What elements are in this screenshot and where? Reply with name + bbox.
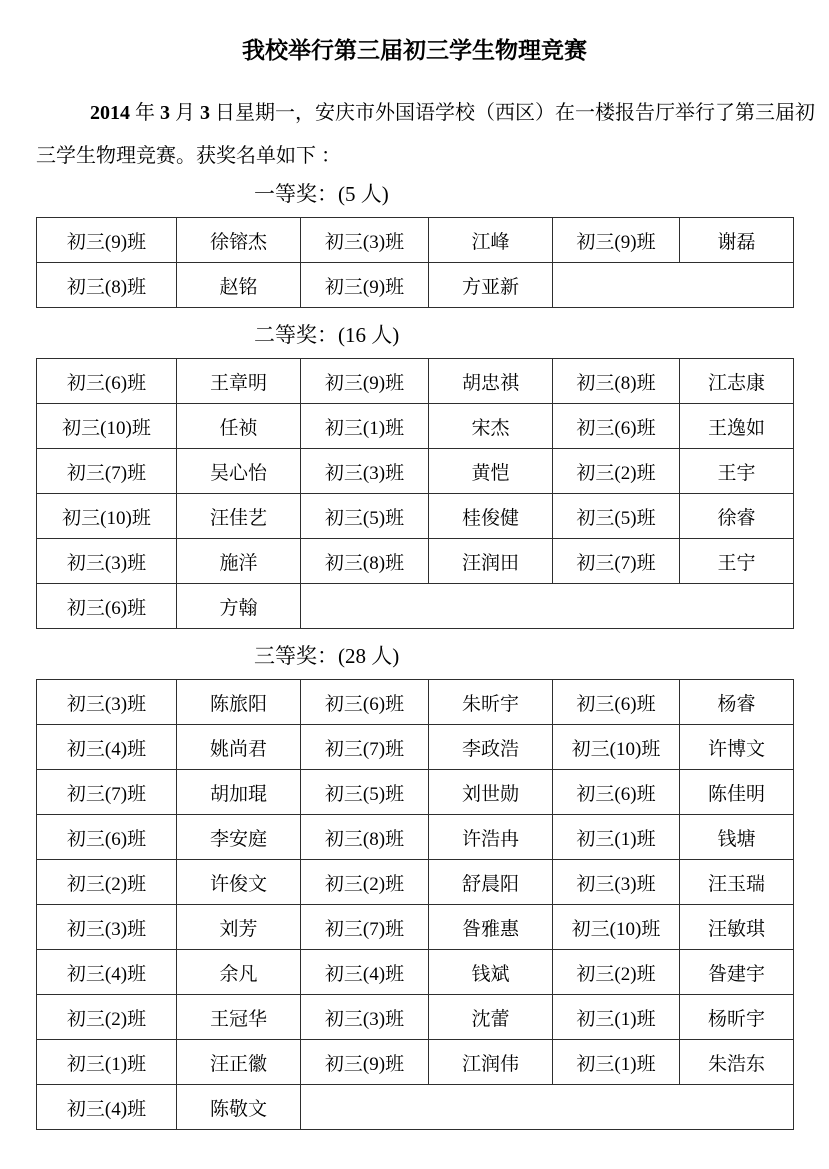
student-name-cell: 余凡: [177, 950, 301, 995]
student-name-cell: 许俊文: [177, 860, 301, 905]
student-name-cell: 方翰: [177, 584, 301, 629]
class-cell: 初三(9)班: [37, 218, 177, 263]
student-name-cell: 桂俊健: [429, 494, 553, 539]
student-name-cell: 汪正徽: [177, 1040, 301, 1085]
student-name-cell: 舒晨阳: [429, 860, 553, 905]
class-cell: 初三(10)班: [553, 905, 680, 950]
intro-text-segment: 3: [200, 102, 210, 124]
student-name-cell: 黄恺: [429, 449, 553, 494]
student-name-cell: 胡忠祺: [429, 359, 553, 404]
student-name-cell: 杨睿: [680, 680, 794, 725]
student-name-cell: 李政浩: [429, 725, 553, 770]
table-row: [37, 263, 794, 308]
student-name-cell: 施洋: [177, 539, 301, 584]
table-row: [37, 218, 794, 263]
student-name-cell: 胡加琨: [177, 770, 301, 815]
class-cell: 初三(6)班: [37, 359, 177, 404]
awards-table: [36, 217, 794, 308]
class-cell: 初三(6)班: [37, 815, 177, 860]
table-row: [37, 1085, 794, 1130]
student-name-cell: 汪佳艺: [177, 494, 301, 539]
student-name-cell: 许浩冉: [429, 815, 553, 860]
class-cell: 初三(3)班: [553, 860, 680, 905]
student-name-cell: 王逸如: [680, 404, 794, 449]
class-cell: 初三(1)班: [37, 1040, 177, 1085]
student-name-cell: 宋杰: [429, 404, 553, 449]
table-row: [37, 950, 794, 995]
class-cell: 初三(8)班: [301, 815, 429, 860]
student-name-cell: 陈敬文: [177, 1085, 301, 1130]
student-name-cell: 王宁: [680, 539, 794, 584]
class-cell: 初三(1)班: [553, 995, 680, 1040]
student-name-cell: 任祯: [177, 404, 301, 449]
table-row: [37, 1040, 794, 1085]
student-name-cell: 昝建宇: [680, 950, 794, 995]
student-name-cell: 李安庭: [177, 815, 301, 860]
awards-table: [36, 679, 794, 1130]
student-name-cell: 徐镕杰: [177, 218, 301, 263]
student-name-cell: 朱浩东: [680, 1040, 794, 1085]
student-name-cell: 汪敏琪: [680, 905, 794, 950]
table-row: [37, 404, 794, 449]
student-name-cell: 沈蕾: [429, 995, 553, 1040]
class-cell: 初三(3)班: [301, 995, 429, 1040]
student-name-cell: 赵铭: [177, 263, 301, 308]
class-cell: 初三(10)班: [37, 494, 177, 539]
intro-text-segment: 日星期一，安庆市外国语学校（西区）在一楼报告厅举行了第三届初: [210, 102, 815, 124]
class-cell: 初三(2)班: [37, 995, 177, 1040]
student-name-cell: 王宇: [680, 449, 794, 494]
student-name-cell: 姚尚君: [177, 725, 301, 770]
awards-table: [36, 358, 794, 629]
intro-text-segment: 月: [170, 102, 200, 124]
table-row: [37, 584, 794, 629]
student-name-cell: 钱塘: [680, 815, 794, 860]
student-name-cell: 江峰: [429, 218, 553, 263]
table-row: [37, 905, 794, 950]
student-name-cell: 谢磊: [680, 218, 794, 263]
class-cell: 初三(9)班: [301, 1040, 429, 1085]
class-cell: 初三(1)班: [553, 1040, 680, 1085]
student-name-cell: 刘世勋: [429, 770, 553, 815]
class-cell: 初三(4)班: [301, 950, 429, 995]
table-row: [37, 449, 794, 494]
table-row: [37, 539, 794, 584]
sections: [36, 180, 793, 1130]
class-cell: 初三(3)班: [37, 680, 177, 725]
intro-text-segment: 3: [160, 102, 170, 124]
intro-line: [36, 92, 815, 135]
class-cell: 初三(1)班: [553, 815, 680, 860]
class-cell: 初三(6)班: [37, 584, 177, 629]
student-name-cell: 吴心怡: [177, 449, 301, 494]
class-cell: 初三(8)班: [553, 359, 680, 404]
table-row: [37, 860, 794, 905]
student-name-cell: 王章明: [177, 359, 301, 404]
class-cell: 初三(7)班: [37, 770, 177, 815]
table-row: [37, 770, 794, 815]
table-row: [37, 359, 794, 404]
student-name-cell: 王冠华: [177, 995, 301, 1040]
empty-cell: [301, 1085, 794, 1130]
table-row: [37, 680, 794, 725]
student-name-cell: 钱斌: [429, 950, 553, 995]
student-name-cell: 汪玉瑞: [680, 860, 794, 905]
student-name-cell: 陈佳明: [680, 770, 794, 815]
intro-text-segment: 2014: [90, 102, 130, 124]
class-cell: 初三(4)班: [37, 725, 177, 770]
class-cell: 初三(6)班: [301, 680, 429, 725]
class-cell: 初三(2)班: [553, 449, 680, 494]
table-row: [37, 494, 794, 539]
intro-paragraph: [36, 92, 815, 178]
document-title: 我校举行第三届初三学生物理竞赛: [242, 38, 587, 63]
student-name-cell: 刘芳: [177, 905, 301, 950]
class-cell: 初三(10)班: [37, 404, 177, 449]
class-cell: 初三(8)班: [301, 539, 429, 584]
student-name-cell: 陈旅阳: [177, 680, 301, 725]
class-cell: 初三(4)班: [37, 1085, 177, 1130]
class-cell: 初三(1)班: [301, 404, 429, 449]
class-cell: 初三(3)班: [301, 449, 429, 494]
student-name-cell: 徐睿: [680, 494, 794, 539]
class-cell: 初三(8)班: [37, 263, 177, 308]
table-row: [37, 725, 794, 770]
class-cell: 初三(6)班: [553, 770, 680, 815]
class-cell: 初三(5)班: [553, 494, 680, 539]
class-cell: 初三(7)班: [37, 449, 177, 494]
class-cell: 初三(3)班: [37, 905, 177, 950]
section-heading: 二等奖：(16 人): [254, 323, 400, 347]
class-cell: 初三(9)班: [301, 263, 429, 308]
section-heading: 一等奖：(5 人): [254, 182, 389, 206]
table-row: [37, 995, 794, 1040]
class-cell: 初三(3)班: [37, 539, 177, 584]
intro-text-segment: 三学生物理竞赛。获奖名单如下 ：: [36, 145, 341, 167]
student-name-cell: 方亚新: [429, 263, 553, 308]
student-name-cell: 汪润田: [429, 539, 553, 584]
class-cell: 初三(5)班: [301, 494, 429, 539]
student-name-cell: 朱昕宇: [429, 680, 553, 725]
class-cell: 初三(9)班: [553, 218, 680, 263]
class-cell: 初三(2)班: [37, 860, 177, 905]
intro-text-segment: 年: [130, 102, 160, 124]
student-name-cell: 昝雅惠: [429, 905, 553, 950]
intro-line: [36, 135, 793, 178]
class-cell: 初三(4)班: [37, 950, 177, 995]
class-cell: 初三(3)班: [301, 218, 429, 263]
student-name-cell: 许博文: [680, 725, 794, 770]
table-row: [37, 815, 794, 860]
class-cell: 初三(7)班: [301, 905, 429, 950]
class-cell: 初三(10)班: [553, 725, 680, 770]
class-cell: 初三(5)班: [301, 770, 429, 815]
class-cell: 初三(2)班: [301, 860, 429, 905]
student-name-cell: 江润伟: [429, 1040, 553, 1085]
student-name-cell: 杨昕宇: [680, 995, 794, 1040]
class-cell: 初三(7)班: [301, 725, 429, 770]
section-heading: 三等奖：(28 人): [254, 644, 400, 668]
class-cell: 初三(7)班: [553, 539, 680, 584]
class-cell: 初三(6)班: [553, 404, 680, 449]
student-name-cell: 江志康: [680, 359, 794, 404]
empty-cell: [301, 584, 794, 629]
class-cell: 初三(2)班: [553, 950, 680, 995]
class-cell: 初三(6)班: [553, 680, 680, 725]
empty-cell: [553, 263, 794, 308]
class-cell: 初三(9)班: [301, 359, 429, 404]
